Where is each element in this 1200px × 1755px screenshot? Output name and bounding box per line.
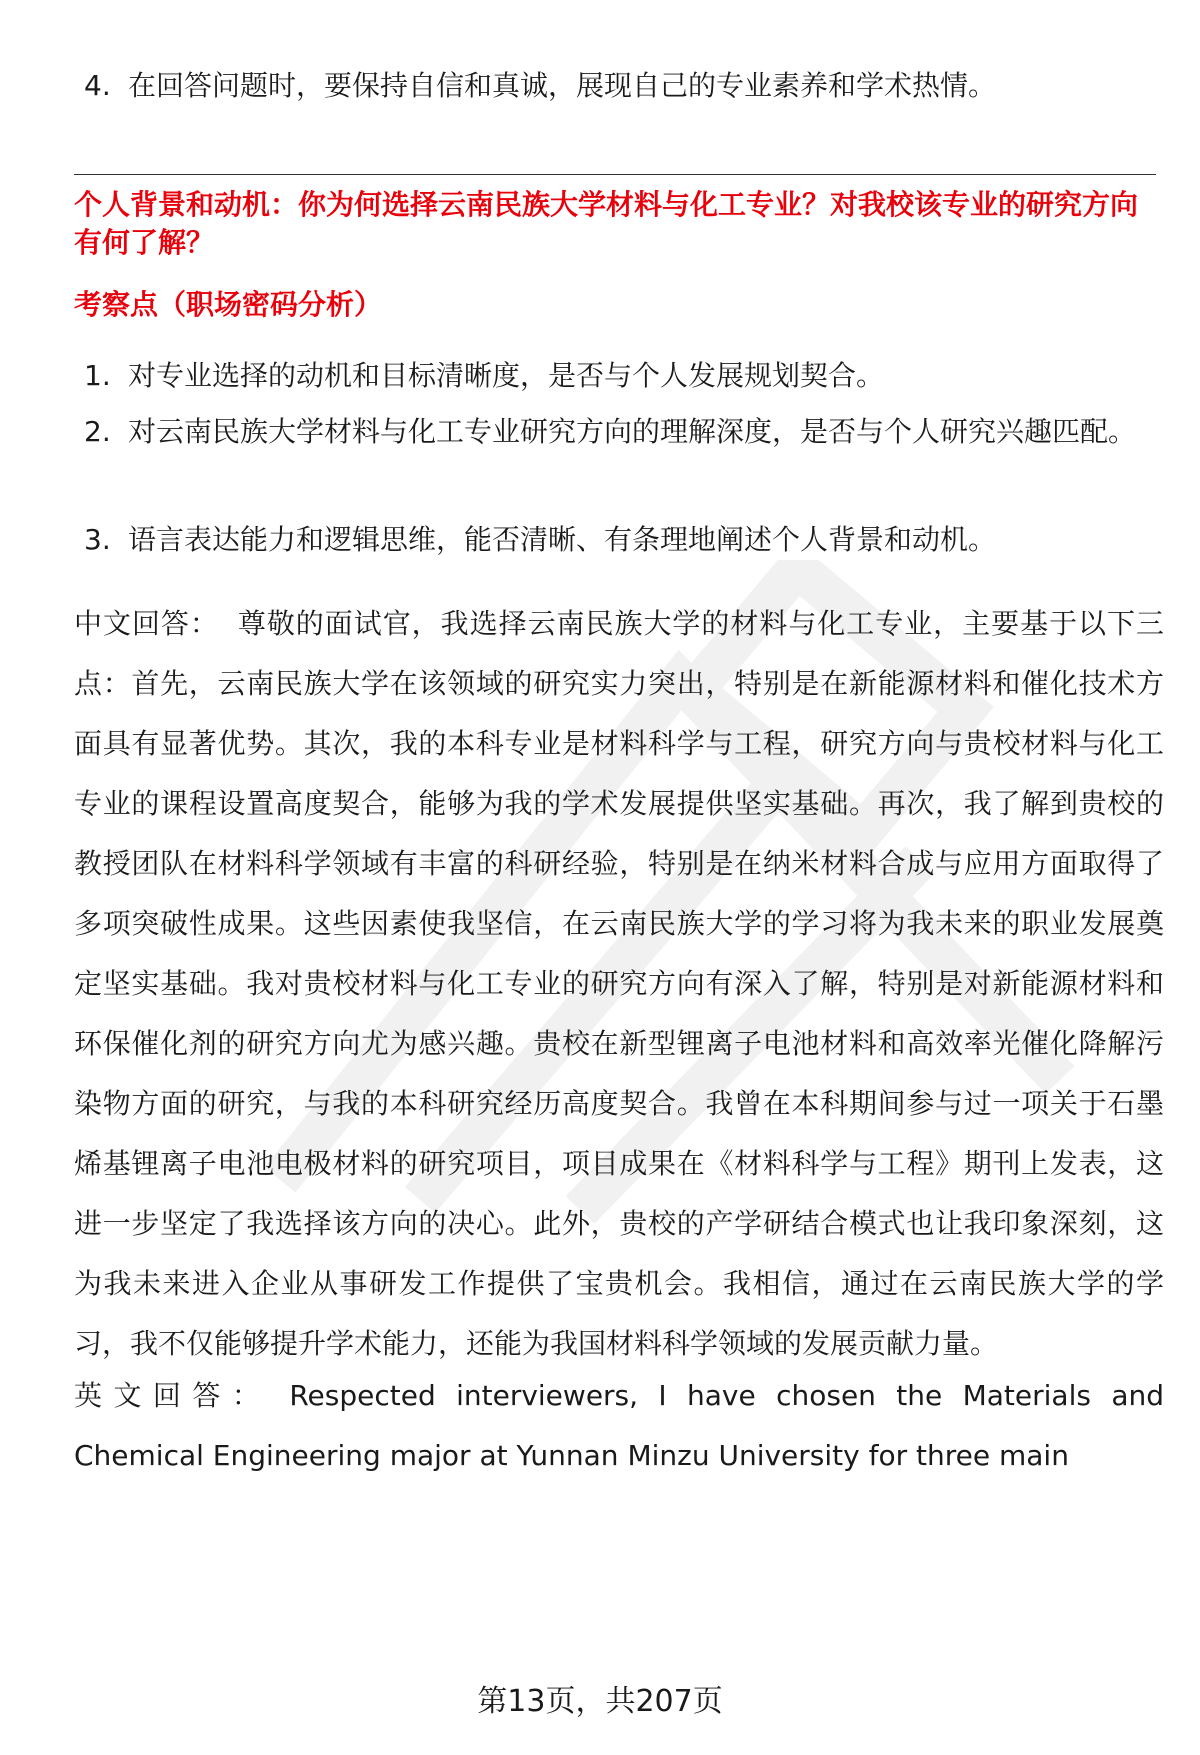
english-answer-text: Respected interviewers, I have chosen the Materials and Chemical Engineering major at Yunnan Minzu University for three main	[74, 1379, 1164, 1472]
list-text: 在回答问题时，要保持自信和真诚，展现自己的专业素养和学术热情。	[128, 69, 997, 102]
list-number: 1.	[84, 359, 111, 392]
list-item	[74, 346, 1154, 406]
section-divider	[74, 174, 1156, 175]
question-title: 个人背景和动机：你为何选择云南民族大学材料与化工专业？对我校该专业的研究方向有何了解？	[74, 188, 1139, 259]
list-text: 语言表达能力和逻辑思维，能否清晰、有条理地阐述个人背景和动机。	[128, 523, 997, 556]
list-number: 3.	[84, 523, 111, 556]
list-item	[74, 402, 1154, 462]
page-number-footer: 第13页，共207页	[477, 1684, 723, 1719]
exam-points-heading: 考察点（职场密码分析）	[74, 288, 383, 321]
list-text: 对云南民族大学材料与化工专业研究方向的理解深度，是否与个人研究兴趣匹配。	[128, 415, 1137, 448]
english-answer	[74, 1366, 1164, 1486]
list-number: 2.	[84, 415, 111, 448]
chinese-answer	[74, 594, 1164, 1374]
list-text: 对专业选择的动机和目标清晰度，是否与个人发展规划契合。	[128, 359, 885, 392]
english-answer-label: 英文回答：	[74, 1379, 272, 1412]
chinese-answer-text: 尊敬的面试官，我选择云南民族大学的材料与化工专业，主要基于以下三点：首先，云南民族大学在该领域的研究实力突出，特别是在新能源材料和催化技术方面具有显著优势。其次，我的本科专业是材料科学与工程，研究方向与贵校材料与化工专业的课程设置高度契合，能够为我的学术发展提供坚实基础。再次，我了解到贵校的教授团队在材料科学领域有丰富的科研经验，特别是在纳米材料合成与应用方面取得了多项突破性成果。这些因素使我坚信，在云南民族大学的学习将为我未来的职业发展奠定坚实基础。我对贵校材料与化工专业的研究方向有深入了解，特别是对新能源材料和环保催化剂的研究方向尤为感兴趣。贵校在新型锂离子电池材料和高效率光催化降解污染物方面的研究，与我的本科研究经历高度契合。我曾在本科期间参与过一项关于石墨烯基锂离子电池电极材料的研究项目，项目成果在《材料科学与工程》期刊上发表，这进一步坚定了我选择该方向的决心。此外，贵校的产学研结合模式也让我印象深刻，这为我未来进入企业从事研发工作提供了宝贵机会。我相信，通过在云南民族大学的学习，我不仅能够提升学术能力，还能为我国材料科学领域的发展贡献力量。	[74, 607, 1164, 1360]
chinese-answer-label: 中文回答：	[74, 607, 219, 640]
list-number: 4.	[84, 69, 111, 102]
list-item	[74, 510, 1154, 570]
list-item	[74, 56, 1154, 116]
